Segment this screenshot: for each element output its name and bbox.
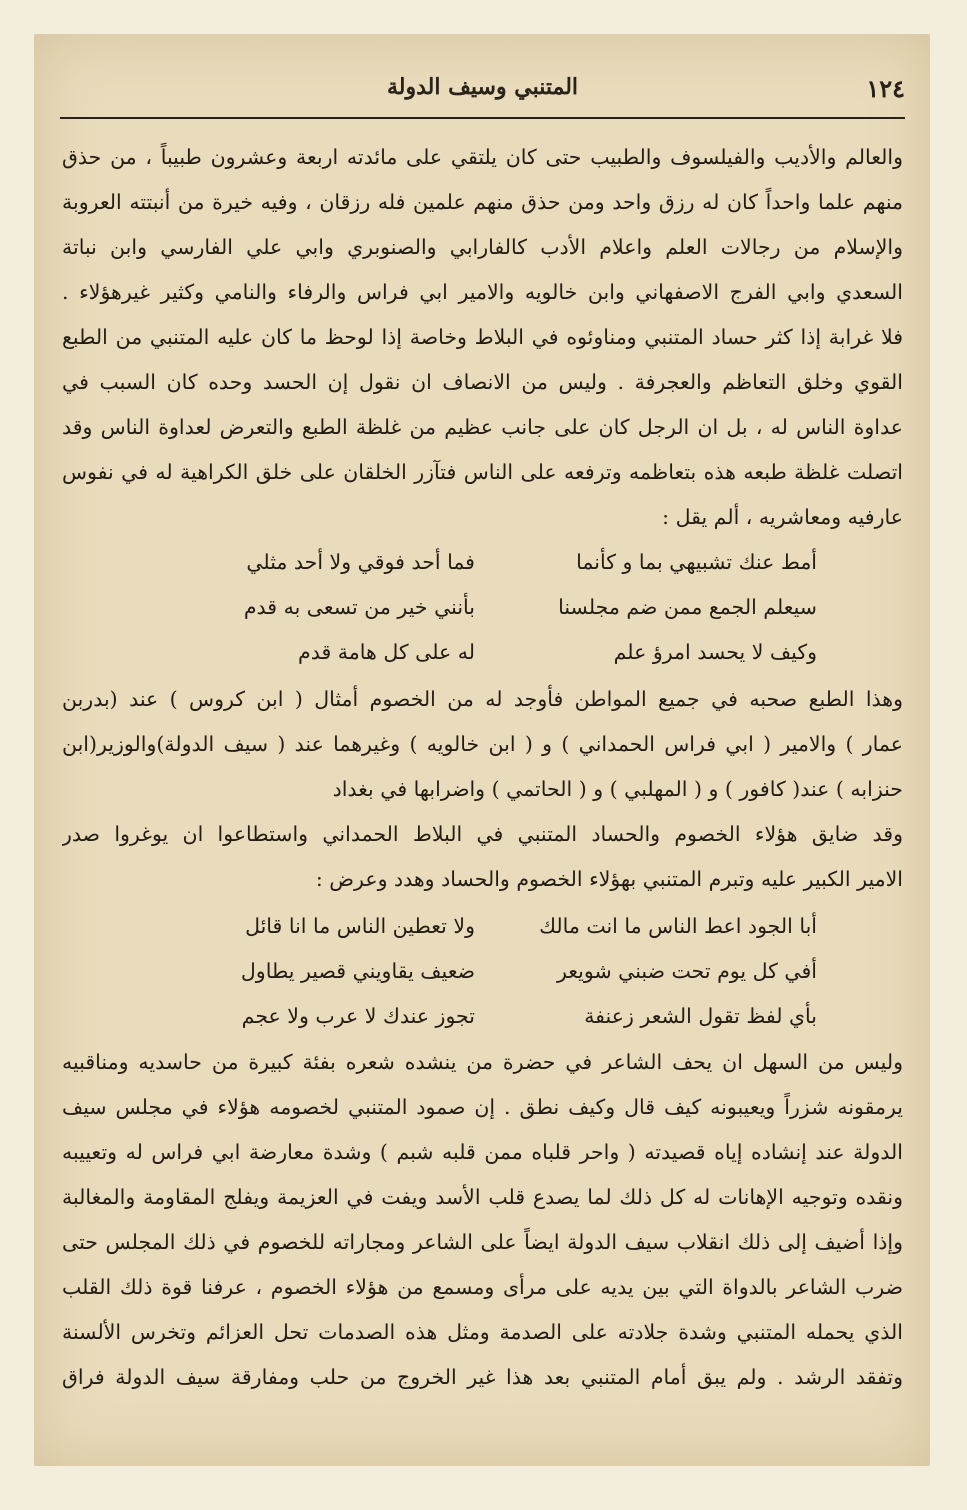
verse-hemistich-first: أمط عنك تشبيهي بما و كأنما bbox=[576, 550, 817, 574]
text-line: فلا غرابة إذا كثر حساد المتنبي ومناوئوه في البلاط وخاصة إذا لوحظ ما كان عليه المتنبي من الطبع bbox=[62, 325, 903, 349]
verse-hemistich-second: ضعيف يقاويني قصير يطاول bbox=[240, 959, 475, 983]
text-line: وتفقد الرشد . ولم يبق أمام المتنبي بعد هذا غير الخروج من حلب ومفارقة سيف الدولة فراق bbox=[62, 1365, 903, 1389]
text-line: حنزابه ) عند( كافور ) و ( المهلبي ) و ( الحاتمي ) واضرابها في بغداد bbox=[332, 777, 903, 801]
text-line: منهم علما واحداً كان له رزق واحد ومن حذق منهم علمين فله رزقان ، وفيه خيرة من أنبتته العروبة bbox=[62, 190, 903, 214]
page-number: ١٢٤ bbox=[866, 74, 905, 103]
text-line: ونقده وتوجيه الإهانات له كل ذلك لما يصدع قلب الأسد ويفت في العزيمة ويفلج المقاومة والمغالبة bbox=[62, 1185, 903, 1209]
text-line: اتصلت غلظة طبعه هذه بتعاظمه وترفعه على الناس فتآزر الخلقان على خلق الكراهية له في نفوس bbox=[62, 460, 903, 484]
text-line: ضرب الشاعر بالدواة التي بين يديه على مرأى ومسمع من هؤلاء الخصوم ، عرفنا قوة ذلك القلب bbox=[62, 1275, 903, 1299]
verse-hemistich-second: فما أحد فوقي ولا أحد مثلي bbox=[246, 550, 475, 574]
text-line: والعالم والأديب والفيلسوف والطبيب حتى كان يلتقي على مائدته اربعة وعشرون طبيباً ، من حذق bbox=[62, 145, 903, 169]
text-line: والإسلام من رجالات العلم واعلام الأدب كالفارابي والصنوبري وابي علي الفارسي وابن نباتة bbox=[62, 235, 903, 259]
verse-hemistich-second: له على كل هامة قدم bbox=[298, 640, 475, 664]
text-line: الامير الكبير عليه وتبرم المتنبي بهؤلاء الخصوم والحساد وهدد وعرض : bbox=[315, 867, 903, 891]
header-rule bbox=[60, 117, 905, 119]
text-line: وقد ضايق هؤلاء الخصوم والحساد المتنبي في البلاط الحمداني واستطاعوا ان يوغروا صدر bbox=[62, 822, 903, 846]
text-line: عداوة الناس له ، بل ان الرجل كان على جانب عظيم من غلظة الطبع والتعرض لعداوة الناس وقد bbox=[62, 415, 903, 439]
text-line: يرمقونه شزراً ويعيبونه كيف قال وكيف نطق . إن صمود المتنبي لخصومه هؤلاء في مجلس سيف bbox=[62, 1095, 903, 1119]
verse-hemistich-first: أفي كل يوم تحت ضبني شويعر bbox=[556, 959, 817, 983]
verse-hemistich-first: وكيف لا يحسد امرؤ علم bbox=[613, 640, 817, 664]
text-line: وإذا أضيف إلى ذلك انقلاب سيف الدولة ايضاً على الشاعر ومجاراته للخصوم في ذلك المجلس حتى bbox=[62, 1230, 903, 1254]
verse-hemistich-first: أبا الجود اعط الناس ما انت مالك bbox=[539, 914, 817, 938]
verse-hemistich-second: بأنني خير من تسعى به قدم bbox=[243, 595, 475, 619]
text-line: وليس من السهل ان يحف الشاعر في حضرة من ينشده شعره بفئة كبيرة من حاسديه ومناقبيه bbox=[62, 1050, 903, 1074]
text-line: عارفيه ومعاشريه ، ألم يقل : bbox=[662, 505, 903, 529]
text-line: عمار ) والامير ( ابي فراس الحمداني ) و ( ابن خالويه ) وغيرهما عند ( سيف الدولة)والوزير(ابن bbox=[62, 732, 903, 756]
running-title: المتنبي وسيف الدولة bbox=[386, 74, 579, 100]
verse-hemistich-first: سيعلم الجمع ممن ضم مجلسنا bbox=[558, 595, 817, 619]
verse-hemistich-second: تجوز عندك لا عرب ولا عجم bbox=[241, 1004, 475, 1028]
text-line: الذي يحمله المتنبي وشدة جلادته على الصدمة ومثل هذه الصدمات تحل العزائم وتخرس الألسنة bbox=[62, 1320, 903, 1344]
text-line: السعدي وابي الفرج الاصفهاني وابن خالويه والامير ابي فراس والرفاء والنامي وكثير غيرهؤلاء . bbox=[62, 280, 903, 304]
text-line: القوي وخلق التعاظم والعجرفة . وليس من الانصاف ان نقول إن الحسد وحده كان السبب في bbox=[62, 370, 903, 394]
text-line: الدولة عند إنشاده إياه قصيدته ( واحر قلباه ممن قلبه شبم ) وشدة معارضة ابي فراس له وتعييبه bbox=[62, 1140, 903, 1164]
text-line: وهذا الطبع صحبه في جميع المواطن فأوجد له من الخصوم أمثال ( ابن كروس ) عند (بدربن bbox=[62, 687, 903, 711]
page-header bbox=[60, 70, 905, 110]
verse-hemistich-first: بأي لفظ تقول الشعر زعنفة bbox=[584, 1004, 817, 1028]
verse-hemistich-second: ولا تعطين الناس ما انا قائل bbox=[245, 914, 475, 938]
